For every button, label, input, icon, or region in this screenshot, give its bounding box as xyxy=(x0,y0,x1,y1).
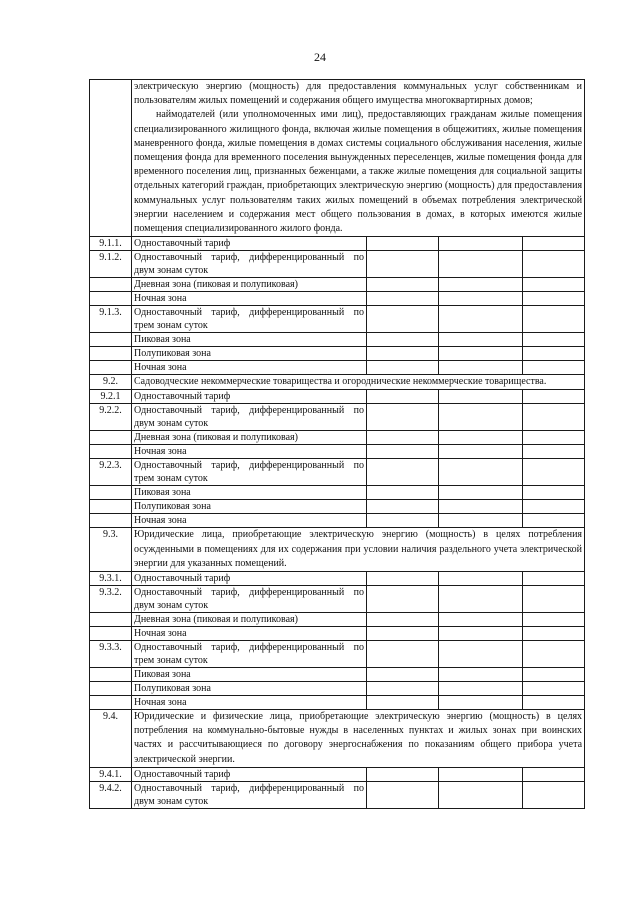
row-number: 9.1.3. xyxy=(90,306,132,333)
value-cell xyxy=(523,445,585,459)
intro-text-cell xyxy=(132,80,585,237)
row-number: 9.1.2. xyxy=(90,251,132,278)
value-cell xyxy=(523,586,585,613)
tariff-table-body xyxy=(90,80,585,809)
row-text: Ночная зона xyxy=(132,514,367,528)
value-cell xyxy=(367,278,439,292)
value-cell xyxy=(367,306,439,333)
table-row xyxy=(90,375,585,390)
value-cell xyxy=(523,251,585,278)
row-text: Одноставочный тариф, дифференцированный по двум зонам суток xyxy=(132,251,367,278)
table-row xyxy=(90,390,585,404)
row-text: Одноставочный тариф, дифференцированный по трем зонам суток xyxy=(132,306,367,333)
value-cell xyxy=(367,459,439,486)
row-number: 9.1.1. xyxy=(90,237,132,251)
value-cell xyxy=(367,767,439,781)
table-row xyxy=(90,641,585,668)
value-cell xyxy=(523,333,585,347)
value-cell xyxy=(523,292,585,306)
value-cell xyxy=(439,251,523,278)
page-number: 24 xyxy=(314,50,326,64)
value-cell xyxy=(367,668,439,682)
row-text: Ночная зона xyxy=(132,445,367,459)
value-cell xyxy=(523,347,585,361)
value-cell xyxy=(367,292,439,306)
table-row xyxy=(90,627,585,641)
row-text: Садоводческие некоммерческие товарищества и огороднические некоммерческие товарищества. xyxy=(132,375,585,390)
row-number: 9.4.1. xyxy=(90,767,132,781)
row-number xyxy=(90,292,132,306)
value-cell xyxy=(523,514,585,528)
value-cell xyxy=(367,781,439,808)
table-row xyxy=(90,278,585,292)
row-text: Одноставочный тариф, дифференцированный по двум зонам суток xyxy=(132,781,367,808)
table-row xyxy=(90,445,585,459)
value-cell xyxy=(439,278,523,292)
table-row xyxy=(90,292,585,306)
row-text: Одноставочный тариф xyxy=(132,237,367,251)
table-row xyxy=(90,251,585,278)
value-cell xyxy=(439,572,523,586)
row-text: Ночная зона xyxy=(132,627,367,641)
row-text: Одноставочный тариф xyxy=(132,390,367,404)
value-cell xyxy=(523,781,585,808)
value-cell xyxy=(367,500,439,514)
intro-paragraph: электрическую энергию (мощность) для предоставления коммунальных услуг собственникам и пользователям жилых помещений и содержания общего имущества многоквартирных домов; xyxy=(134,81,583,107)
value-cell xyxy=(439,361,523,375)
value-cell xyxy=(439,627,523,641)
value-cell xyxy=(439,347,523,361)
value-cell xyxy=(367,627,439,641)
value-cell xyxy=(523,627,585,641)
table-row xyxy=(90,237,585,251)
value-cell xyxy=(523,361,585,375)
intro-number-cell xyxy=(90,80,132,237)
row-number xyxy=(90,613,132,627)
table-row xyxy=(90,613,585,627)
value-cell xyxy=(439,486,523,500)
value-cell xyxy=(367,431,439,445)
value-cell xyxy=(523,641,585,668)
value-cell xyxy=(439,682,523,696)
value-cell xyxy=(523,572,585,586)
table-row xyxy=(90,500,585,514)
value-cell xyxy=(439,431,523,445)
value-cell xyxy=(367,486,439,500)
value-cell xyxy=(367,682,439,696)
value-cell xyxy=(367,390,439,404)
value-cell xyxy=(367,696,439,710)
intro-row xyxy=(90,80,585,237)
value-cell xyxy=(439,668,523,682)
value-cell xyxy=(439,390,523,404)
value-cell xyxy=(367,347,439,361)
row-text: Юридические лица, приобретающие электрическую энергию (мощность) в целях потребления осужденными в помещениях для их содержания при условии наличия раздельного учета электрической энергии для указанных помещений. xyxy=(132,528,585,572)
value-cell xyxy=(367,572,439,586)
row-text: Полупиковая зона xyxy=(132,500,367,514)
row-number xyxy=(90,347,132,361)
value-cell xyxy=(439,613,523,627)
row-text: Пиковая зона xyxy=(132,333,367,347)
table-row xyxy=(90,459,585,486)
value-cell xyxy=(439,641,523,668)
row-text: Ночная зона xyxy=(132,292,367,306)
table-row xyxy=(90,333,585,347)
table-row xyxy=(90,696,585,710)
value-cell xyxy=(523,404,585,431)
row-number: 9.3.3. xyxy=(90,641,132,668)
row-text: Пиковая зона xyxy=(132,668,367,682)
value-cell xyxy=(439,781,523,808)
table-row xyxy=(90,682,585,696)
value-cell xyxy=(523,682,585,696)
row-number xyxy=(90,333,132,347)
value-cell xyxy=(439,292,523,306)
value-cell xyxy=(523,668,585,682)
row-text: Одноставочный тариф xyxy=(132,767,367,781)
value-cell xyxy=(439,404,523,431)
row-number xyxy=(90,514,132,528)
value-cell xyxy=(523,500,585,514)
row-number: 9.2.1 xyxy=(90,390,132,404)
row-text: Дневная зона (пиковая и полупиковая) xyxy=(132,278,367,292)
row-text: Одноставочный тариф, дифференцированный по двум зонам суток xyxy=(132,586,367,613)
row-number: 9.3.1. xyxy=(90,572,132,586)
value-cell xyxy=(439,696,523,710)
value-cell xyxy=(439,237,523,251)
table-row xyxy=(90,361,585,375)
value-cell xyxy=(523,237,585,251)
row-text: Дневная зона (пиковая и полупиковая) xyxy=(132,431,367,445)
value-cell xyxy=(523,486,585,500)
value-cell xyxy=(367,361,439,375)
value-cell xyxy=(439,306,523,333)
table-row xyxy=(90,404,585,431)
value-cell xyxy=(367,237,439,251)
row-text: Одноставочный тариф xyxy=(132,572,367,586)
row-number xyxy=(90,696,132,710)
row-number: 9.4. xyxy=(90,710,132,768)
table-row xyxy=(90,767,585,781)
row-number: 9.3.2. xyxy=(90,586,132,613)
row-number xyxy=(90,361,132,375)
table-row xyxy=(90,528,585,572)
row-text: Пиковая зона xyxy=(132,486,367,500)
value-cell xyxy=(523,390,585,404)
value-cell xyxy=(523,431,585,445)
row-number: 9.3. xyxy=(90,528,132,572)
row-text: Дневная зона (пиковая и полупиковая) xyxy=(132,613,367,627)
value-cell xyxy=(367,404,439,431)
row-text: Одноставочный тариф, дифференцированный по трем зонам суток xyxy=(132,641,367,668)
table-row xyxy=(90,306,585,333)
value-cell xyxy=(523,613,585,627)
table-row xyxy=(90,586,585,613)
value-cell xyxy=(439,586,523,613)
value-cell xyxy=(439,333,523,347)
table-row xyxy=(90,572,585,586)
value-cell xyxy=(367,251,439,278)
value-cell xyxy=(523,696,585,710)
row-text: Ночная зона xyxy=(132,361,367,375)
row-number xyxy=(90,682,132,696)
tariff-table xyxy=(89,79,585,809)
row-number: 9.2.3. xyxy=(90,459,132,486)
table-row xyxy=(90,710,585,768)
table-row xyxy=(90,486,585,500)
value-cell xyxy=(439,445,523,459)
row-number xyxy=(90,278,132,292)
row-number: 9.4.2. xyxy=(90,781,132,808)
row-number xyxy=(90,445,132,459)
value-cell xyxy=(367,514,439,528)
value-cell xyxy=(367,445,439,459)
row-text: Ночная зона xyxy=(132,696,367,710)
value-cell xyxy=(367,333,439,347)
row-text: Одноставочный тариф, дифференцированный по трем зонам суток xyxy=(132,459,367,486)
table-row xyxy=(90,347,585,361)
intro-paragraph: наймодателей (или уполномоченных ими лиц), предоставляющих гражданам жилые помещения специализированного жилищного фонда, включая жилые помещения в общежитиях, жилые помещения маневренного фонда, жилые помещения в домах системы социального обслуживания населения, жилые помещения фонда для временного поселения вынужденных переселенцев, жилые помещения фонда для временного поселения лиц, признанных беженцами, а также жилые помещения для социальной защиты отдельных категорий граждан, приобретающих электрическую энергию (мощность) для предоставления коммунальных услуг пользователям таких жилых помещений в объемах потребления электрической энергии населением и содержания мест общего пользования в домах, в которых имеются жилые помещения специализированного жилого фонда. xyxy=(134,109,583,235)
table-row xyxy=(90,668,585,682)
table-row xyxy=(90,781,585,808)
row-number xyxy=(90,668,132,682)
value-cell xyxy=(367,641,439,668)
value-cell xyxy=(439,767,523,781)
value-cell xyxy=(523,767,585,781)
row-number xyxy=(90,500,132,514)
row-number: 9.2. xyxy=(90,375,132,390)
row-text: Одноставочный тариф, дифференцированный по двум зонам суток xyxy=(132,404,367,431)
row-number: 9.2.2. xyxy=(90,404,132,431)
value-cell xyxy=(523,459,585,486)
row-number xyxy=(90,627,132,641)
table-row xyxy=(90,431,585,445)
value-cell xyxy=(367,586,439,613)
row-number xyxy=(90,486,132,500)
value-cell xyxy=(523,306,585,333)
value-cell xyxy=(439,459,523,486)
row-text: Полупиковая зона xyxy=(132,347,367,361)
table-row xyxy=(90,514,585,528)
value-cell xyxy=(439,500,523,514)
value-cell xyxy=(439,514,523,528)
row-number xyxy=(90,431,132,445)
value-cell xyxy=(367,613,439,627)
row-text: Юридические и физические лица, приобретающие электрическую энергию (мощность) в целях потребления на коммунально-бытовые нужды в населенных пунктах и жилых зонах при воинских частях и рассчитывающиеся по договору энергоснабжения по показаниям общего прибора учета электрической энергии. xyxy=(132,710,585,768)
value-cell xyxy=(523,278,585,292)
row-text: Полупиковая зона xyxy=(132,682,367,696)
